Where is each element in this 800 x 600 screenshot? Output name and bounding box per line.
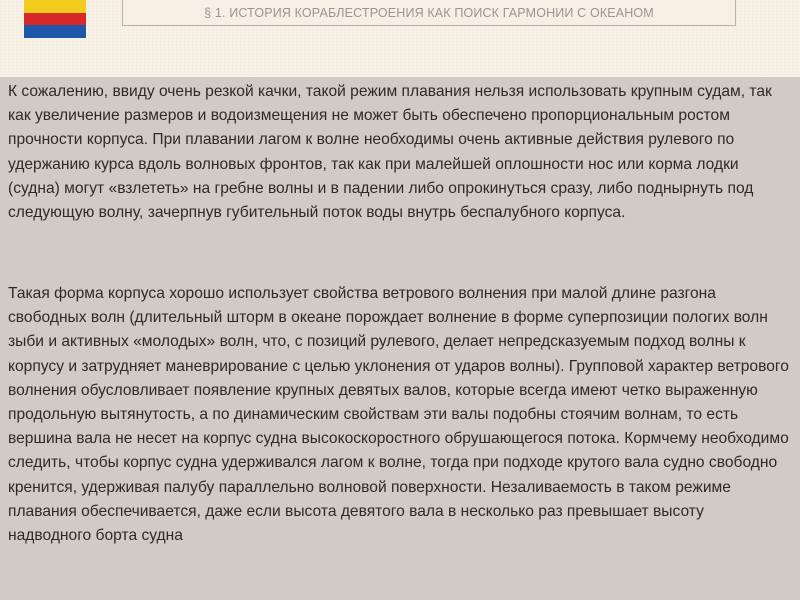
content-panel <box>0 77 800 600</box>
flag-stripe-blue <box>24 25 86 38</box>
flag-stripe-yellow <box>24 0 86 13</box>
flag-stripe-red <box>24 13 86 26</box>
paragraph-1: К сожалению, ввиду очень резкой качки, такой режим плавания нельзя использовать крупным судам, так как увеличение размеров и водоизмещения не может быть обеспечено пропорциональным ростом прочности корпуса. При плавании лагом к волне необходимы очень активные действия рулевого по удержанию курса вдоль волновых фронтов, так как при малейшей оплошности нос или корма лодки (судна) могут «взлететь» на гребне волны и в падении либо опрокинуться сразу, либо поднырнуть под следующую волну, зачерпнув губительный поток воды внутрь беспалубного корпуса. <box>8 83 772 222</box>
slide-title: § 1. ИСТОРИЯ КОРАБЛЕСТРОЕНИЯ КАК ПОИСК ГАРМОНИИ С ОКЕАНОМ <box>204 5 654 20</box>
flag-emblem <box>24 0 86 38</box>
paragraph-2: Такая форма корпуса хорошо использует свойства ветрового волнения при малой длине разгона свободных волн (длительный шторм в океане порождает волнение в форме суперпозиции пологих волн зыби и активных «молодых» волн, что, с позиций рулевого, делает непредсказуемым подход волны к корпусу и затрудняет маневрирование с целью уклонения от ударов волны). Групповой характер ветрового волнения обусловливает появление крупных девятых валов, которые всегда имеют четко выраженную продольную вытянутость, а по динамическим свойствам эти валы подобны стоячим волнам, то есть вершина вала не несет на корпус судна высокоскоростного обрушающегося потока. Кормчему необходимо следить, чтобы корпус судна удерживался лагом к волне, тогда при подходе крутого вала судно свободно кренится, удерживая палубу параллельно волновой поверхности. Незаливаемость в таком режиме плавания обеспечивается, даже если высота девятого вала в несколько раз превышает высоту надводного борта судна <box>8 285 789 545</box>
slide-title-box <box>122 0 736 26</box>
